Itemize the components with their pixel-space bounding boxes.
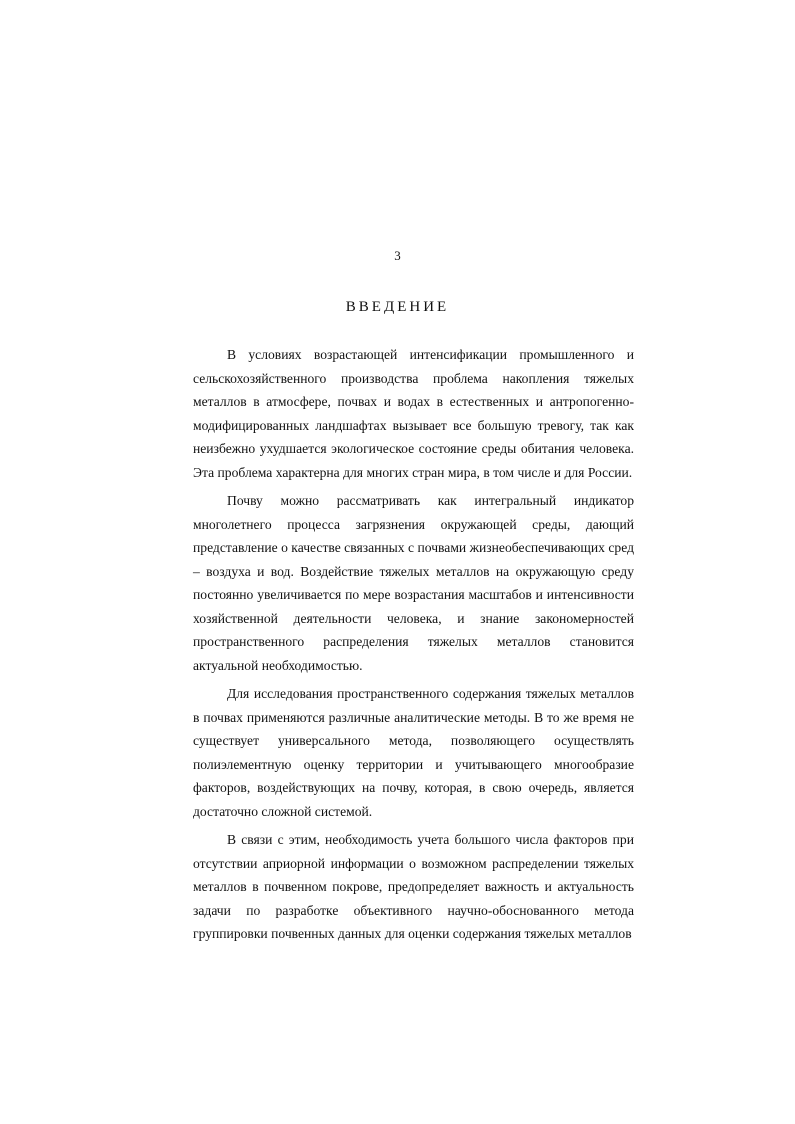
section-heading: ВВЕДЕНИЕ xyxy=(345,299,450,315)
paragraph-2: Почву можно рассматривать как интегральный индикатор многолетнего процесса загрязнения окружающей среды, дающий представление о качестве связанных с почвами жизнеобеспечивающих сред – воздуха и вод. Воздействие тяжелых металлов на окружающую среду постоянно увеличивается по мере возрастания масштабов и интенсивности хозяйственной деятельности человека, и знание закономерностей пространственного распределения тяжелых металлов становится актуальной необходимостью. xyxy=(193,493,634,673)
page-number: 3 xyxy=(394,248,401,263)
paragraph-3: Для исследования пространственного содержания тяжелых металлов в почвах применяются различные аналитические методы. В то же время не существует универсального метода, позволяющего осуществлять полиэлементную оценку территории и учитывающего многообразие факторов, воздействующих на почву, которая, в свою очередь, является достаточно сложной системой. xyxy=(193,686,634,819)
body-text xyxy=(193,343,634,951)
paragraph-4: В связи с этим, необходимость учета большого числа факторов при отсутствии априорной информации о возможном распределении тяжелых металлов в почвенном покрове, предопределяет важность и актуальность задачи по разработке объективного научно-обоснованного метода группировки почвенных данных для оценки содержания тяжелых металлов xyxy=(193,832,634,941)
paragraph-1: В условиях возрастающей интенсификации промышленного и сельскохозяйственного производства проблема накопления тяжелых металлов в атмосфере, почвах и водах в естественных и антропогенно-модифицированных ландшафтах вызывает все большую тревогу, так как неизбежно ухудшается экологическое состояние среды обитания человека. Эта проблема характерна для многих стран мира, в том числе и для России. xyxy=(193,347,634,480)
